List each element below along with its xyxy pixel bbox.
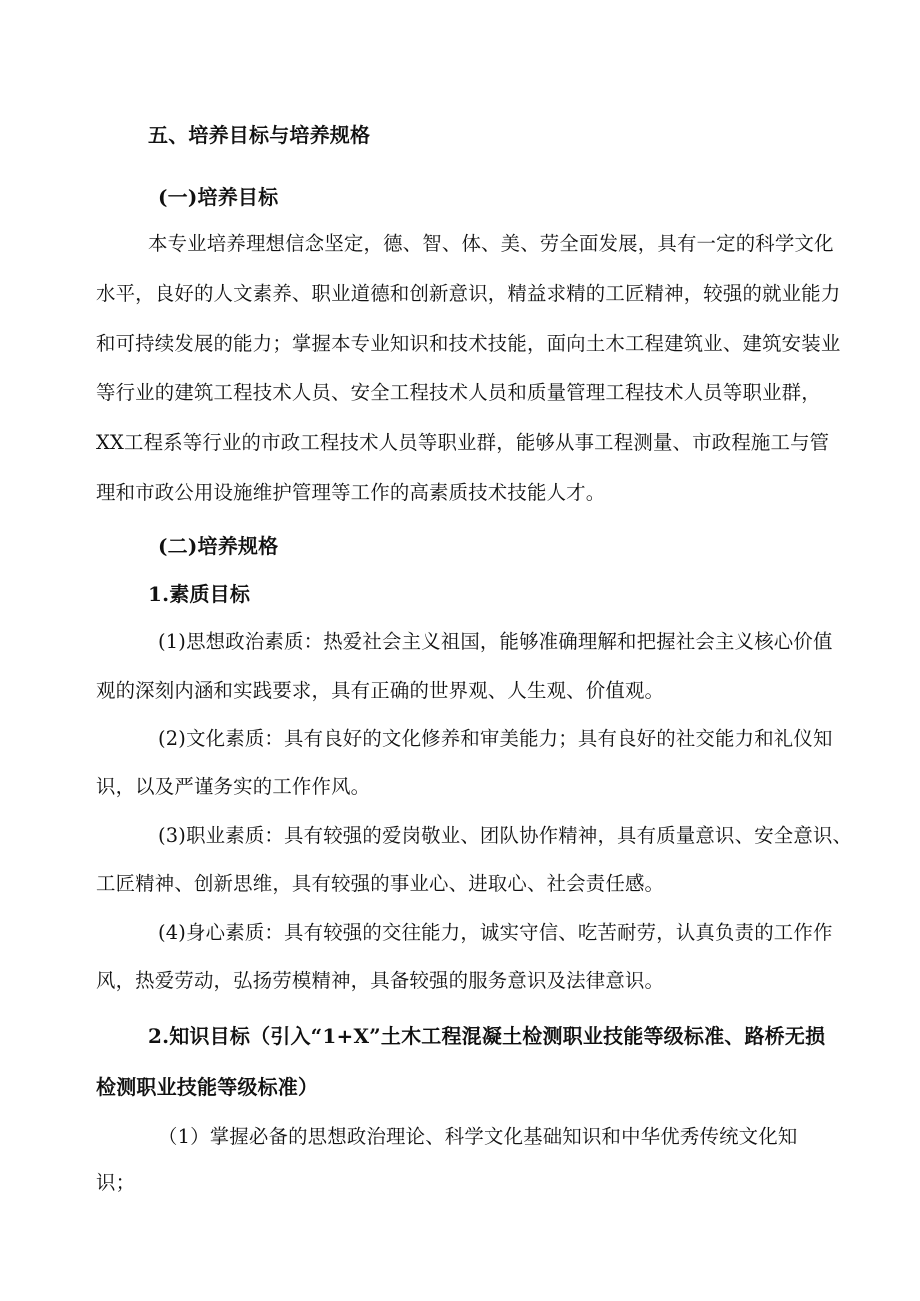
paragraph-line: (1)思想政治素质：热爱社会主义祖国，能够准确理解和把握社会主义核心价值 — [158, 630, 833, 653]
subsection-heading-training-goal: (一)培养目标 — [158, 185, 279, 209]
section-heading: 五、培养目标与培养规格 — [148, 123, 371, 147]
paragraph-line: 本专业培养理想信念坚定，德、智、体、美、劳全面发展，具有一定的科学文化 — [148, 232, 834, 255]
subsection-heading-training-spec: (二)培养规格 — [158, 534, 279, 558]
paragraph-line: (2)文化素质：具有良好的文化修养和审美能力；具有良好的社交能力和礼仪知 — [158, 727, 833, 750]
paragraph-line: 工匠精神、创新思维，具有较强的事业心、进取心、社会责任感。 — [96, 872, 665, 895]
paragraph-line: 观的深刻内涵和实践要求，具有正确的世界观、人生观、价值观。 — [96, 679, 665, 702]
paragraph-line: (4)身心素质：具有较强的交往能力，诚实守信、吃苦耐劳，认真负责的工作作 — [158, 921, 833, 944]
paragraph-line: 风，热爱劳动，弘扬劳模精神，具备较强的服务意识及法律意识。 — [96, 969, 665, 992]
paragraph-line: （1）掌握必备的思想政治理论、科学文化基础知识和中华优秀传统文化知 — [158, 1125, 798, 1148]
paragraph-line: 等行业的建筑工程技术人员、安全工程技术人员和质量管理工程技术人员等职业群， — [96, 381, 821, 404]
paragraph-line: 识，以及严谨务实的工作作风。 — [96, 775, 371, 798]
heading-knowledge-goals: 2.知识目标（引入“1+X”土木工程混凝土检测职业技能等级标准、路桥无损 — [148, 1024, 826, 1048]
heading-knowledge-goals-continued: 检测职业技能等级标准） — [96, 1075, 319, 1099]
paragraph-line: 识； — [96, 1171, 136, 1194]
paragraph-line: 水平，良好的人文素养、职业道德和创新意识，精益求精的工匠精神，较强的就业能力 — [96, 282, 841, 305]
paragraph-line: 理和市政公用设施维护管理等工作的高素质技术技能人才。 — [96, 481, 606, 504]
paragraph-line: (3)职业素质：具有较强的爱岗敬业、团队协作精神，具有质量意识、安全意识、 — [158, 824, 853, 847]
paragraph-line: 和可持续发展的能力；掌握本专业知识和技术技能，面向土木工程建筑业、建筑安装业 — [96, 332, 841, 355]
heading-quality-goals: 1.素质目标 — [148, 582, 251, 606]
paragraph-line: XX工程系等行业的市政工程技术人员等职业群，能够从事工程测量、市政程施工与管 — [96, 431, 830, 454]
